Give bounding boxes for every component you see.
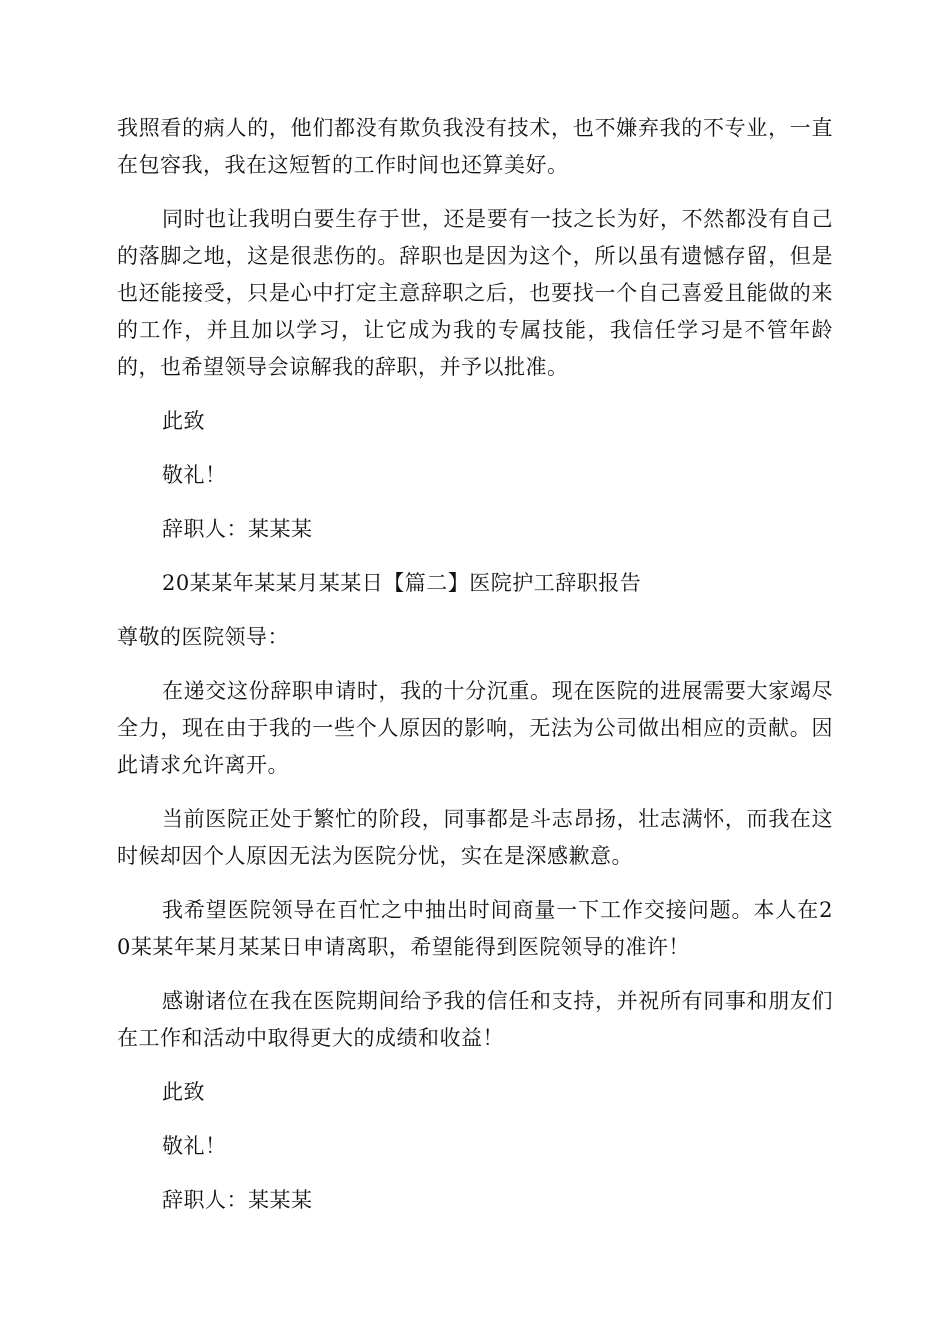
paragraph-continued: 我照看的病人的，他们都没有欺负我没有技术，也不嫌弃我的不专业，一直在包容我，我在这短暂的工作时间也还算美好。 bbox=[117, 116, 833, 177]
date-and-heading: 20某某年某某月某某日【篇二】医院护工辞职报告 bbox=[162, 571, 642, 595]
regards-line: 敬礼！ bbox=[162, 1134, 227, 1158]
signer-line: 辞职人：某某某 bbox=[162, 1188, 313, 1212]
paragraph-handover: 我希望医院领导在百忙之中抽出时间商量一下工作交接问题。本人在20某某年某月某某日申请离职，希望能得到医院领导的准许！ bbox=[117, 898, 833, 959]
closing-line: 此致 bbox=[162, 1080, 205, 1104]
regards-line: 敬礼！ bbox=[162, 463, 227, 487]
paragraph-reason: 同时也让我明白要生存于世，还是要有一技之长为好，不然都没有自己的落脚之地，这是很悲伤的。辞职也是因为这个，所以虽有遗憾存留，但是也还能接受，只是心中打定主意辞职之后，也要找一个自己喜爱且能做的来的工作，并且加以学习，让它成为我的专属技能，我信任学习是不管年龄的，也希望领导会谅解我的辞职，并予以批准。 bbox=[117, 207, 833, 379]
salutation: 尊敬的医院领导： bbox=[117, 625, 289, 649]
document-page bbox=[117, 110, 833, 1219]
closing-line: 此致 bbox=[162, 409, 205, 433]
paragraph-apology: 当前医院正处于繁忙的阶段，同事都是斗志昂扬，壮志满怀，而我在这时候却因个人原因无法为医院分忧，实在是深感歉意。 bbox=[117, 807, 833, 868]
paragraph-thanks: 感谢诸位在我在医院期间给予我的信任和支持，并祝所有同事和朋友们在工作和活动中取得更大的成绩和收益！ bbox=[117, 989, 833, 1050]
paragraph-submission: 在递交这份辞职申请时，我的十分沉重。现在医院的进展需要大家竭尽全力，现在由于我的一些个人原因的影响，无法为公司做出相应的贡献。因此请求允许离开。 bbox=[117, 679, 833, 777]
signer-line: 辞职人：某某某 bbox=[162, 517, 313, 541]
